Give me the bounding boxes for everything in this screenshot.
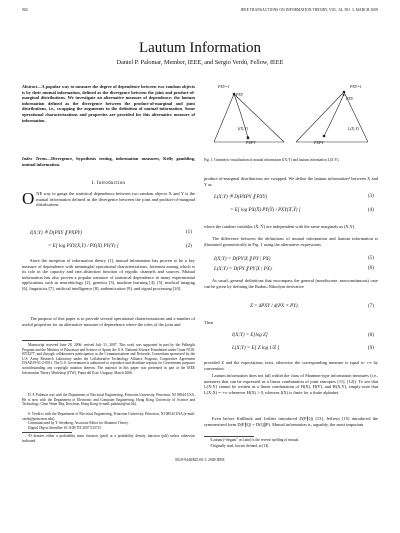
equation-3-number: (3) — [368, 194, 374, 199]
equation-8: I(X;Y) = E[log Z] — [232, 333, 268, 338]
equation-7-number: (7) — [368, 304, 374, 309]
then-text: Then — [204, 320, 214, 325]
right-paragraph-5: provided Z and the expectations exist, otherwise the corresponding measure is equal to +∞ by convention. — [204, 360, 378, 371]
footnote-divider — [22, 340, 72, 341]
right-simplex — [296, 91, 368, 142]
equation-9: L(X;Y) = E[ Z log 1/Z ] — [232, 346, 280, 351]
journal-header: IEEE TRANSACTIONS ON INFORMATION THEORY, VOL. 54, NO. 3, MARCH 2008 — [240, 8, 378, 12]
fig-label-pxpy-left: PXPY — [246, 140, 256, 145]
figure-1-caption: Fig. 1. Geometric visualization of mutual information I(X;Y) and lautum information L(X;Y). — [204, 158, 340, 162]
right-paragraph-3: The difference between the definitions of mutual information and lautum information is illustrated geometrically in Fig. 1 using the alternative expressions — [204, 236, 378, 247]
equation-6: L(X;Y) = D(PY ∥ PY|X | PX). — [214, 267, 273, 272]
right-paragraph-7: Even before Kullback and Leibler introduced D(P∥Q) [13], Jeffreys [15] introduced the symmetrized form D(P∥Q) + D(Q∥P). Mutual information is, arguably, the most important — [204, 416, 378, 427]
fig-label-pxy-right: PXY=1 — [350, 84, 362, 89]
equation-4-number: (4) — [368, 208, 374, 213]
intro-paragraph-3: The purpose of this paper is to provide several operational characterizations and a number of useful properties for an alternative measure of dependence where the roles of the joint and — [22, 316, 195, 327]
fig-label-pxy-mid-left: PXY — [236, 92, 244, 97]
equation-8-number: (8) — [368, 333, 374, 338]
footnote-verdu: S. Verdú is with the Department of Electrical Engineering, Princeton University, Princeton, NJ 08544 USA (e-mail: verdu@princeton.edu). — [22, 412, 195, 421]
equation-1-number: (1) — [186, 230, 192, 235]
equation-1: I(X;Y) ≜ D(PXY ∥ PXPY) — [30, 231, 82, 236]
fig-label-lxy: L(X;Y) — [348, 126, 359, 131]
abstract — [22, 84, 195, 123]
equation-4: = E[ log PX(X̄) PY(Ȳ) / PXY(X̄,Ȳ) ] — [230, 208, 301, 213]
footnote-1: ¹D denotes either a probability mass function (pmf) or a probability density function (pdf) unless otherwise indicated. — [22, 434, 195, 443]
abstract-text: A popular way to measure the degree of dependence between two random objects is by their mutual information, defined as the divergence between the joint and product-of-marginal distributions. We investigate an alternative measure of dependence: the lautum information defined as the divergence between the product-of-marginal and joint distributions, i.e., swapping the arguments in the definition of mutual information. Some operational characterizations and properties are provided for this alternative measure of information. — [22, 84, 195, 123]
index-terms — [22, 156, 195, 167]
equation-2-number: (2) — [186, 244, 192, 249]
footnote-doi: Digital Object Identifier 10.1109/TIT.2007.915715 — [28, 426, 102, 430]
paper-title: Lautum Information — [138, 40, 262, 56]
intro-paragraph-1 — [22, 191, 195, 208]
fig-label-pxy-mid-right: PXY — [346, 96, 354, 101]
index-terms-text: Divergence, hypothesis testing, information measures, Kelly gambling, mutual information. — [22, 156, 195, 167]
equation-7: Z = dPXY / d(PX × PY). — [250, 304, 299, 309]
equation-9-number: (9) — [368, 346, 374, 351]
drop-cap: O — [22, 189, 35, 208]
footnote-2: ²Lautum (“elegant” in Latin) is the reverse spelling of mutual. — [210, 438, 300, 442]
abstract-label: Abstract— — [22, 84, 42, 89]
footnote-palomar: D. P. Palomar was with the Department of Electrical Engineering, Princeton University, Princeton, NJ 08544 USA. He is now with the Department of Electronic and Computer Engineering, Hong Kong University of Science and Technology, Clear Water Bay, Kowloon, Hong Kong (e-mail: palomar@ust.hk). — [22, 393, 195, 407]
intro-paragraph-2: Since the inception of information theory [1], mutual information has proven to be a key measure of dependence with meaningful operational characterizations, foremost among which is its role in the capacity and rate–distortion function of ergodic channels and sources. Mutual information has also proven a popular measure of statistical dependence in many experimental applications such as neurobiology [2], genetics [3], machine learning [4], [5], medical imaging [6], linguistics [7], artificial intelligence [8], authentication [9], and signal processing [10]. — [22, 258, 195, 291]
equation-5: I(X;Y) = D(PY|X ∥ PY | PX) — [214, 257, 271, 262]
equation-6-number: (6) — [368, 266, 374, 271]
footnote-3: ³Originally used, but not defined, in [14]. — [210, 444, 270, 448]
left-simplex — [214, 93, 284, 142]
fig-label-pxy-left: PXY=1 — [218, 84, 230, 89]
footnote-divider-2 — [22, 432, 72, 433]
page-number: 904 — [22, 8, 28, 12]
issn-footer: 0018-9448/$25.00 © 2008 IEEE — [175, 458, 225, 462]
figure-1-diagram — [204, 82, 378, 156]
right-paragraph-2: where the random variables (X̄, Ȳ) are independent with the same marginals as (X,Y). — [204, 224, 356, 229]
footnote-communicated: Communicated by Y. Steinberg, Associate Editor for Shannon Theory. — [28, 421, 129, 425]
equation-2: = E[ log PXY(X,Y) / PX(X) PY(Y) ] — [48, 244, 119, 249]
intro-p1-text: NE way to gauge the statistical dependence between two random objects X and Y is the mutual information defined as the divergence between the joint and product-of-marginal distributions: — [36, 191, 195, 208]
section-heading-introduction: I. Introduction — [91, 181, 126, 186]
right-footnote-divider — [204, 436, 254, 437]
author-line: Daniel P. Palomar, Member, IEEE, and Sergio Verdú, Fellow, IEEE — [116, 59, 284, 66]
index-terms-label: Index Terms— — [22, 156, 52, 161]
footnote-manuscript: Manuscript received June 28, 2006; revised July 31, 2007. This work was supported in part by the Fulbright Program and the Ministry of Education and Science of Spain; the U.S. National Science Foundation under Grant NCR-0074277; and through collaborative participation in the Communications and Networks Consortium sponsored by the U.S. Army Research Laboratory under the Collaborative Technology Alliance Program, Cooperative Agreement DAAD19-01-2-0011. The U.S. Government is authorized to reproduce and distribute reprints for Government purposes notwithstanding any copyright notation thereon. The material in this paper was presented in part at the IEEE Information Theory Workshop (ITW), Punta del Este, Uruguay, March 2006. — [22, 343, 195, 375]
fig-label-pxpy-right: PXPY — [314, 140, 324, 145]
right-paragraph-4: As usual, general definitions that encompass the general (nondiscrete, nonconstinuous) case can be given by defining the Radon–Nikodym derivative — [204, 278, 378, 289]
right-paragraph-1: product-of-marginal distributions are swapped. We define the lautum information² between X and Y as — [204, 176, 378, 187]
fig-label-ixy: I(X;Y) — [238, 126, 248, 131]
equation-3: L(X;Y) ≜ D(PXPY ∥ PXY) — [214, 195, 268, 200]
equation-5-number: (5) — [368, 256, 374, 261]
right-paragraph-6: Lautum information does not fall within the class of Shannon-type information measures (i.e., measures that can be expressed as a linear combination of joint entropies [11], [12]). To see that L(X;Y) cannot be written as a linear combination of H(X), H(Y), and H(X,Y), simply note that L(X;X) = +∞ whenever H(X) > 0, whereas I(X) is finite for a finite alphabet. — [204, 373, 378, 395]
